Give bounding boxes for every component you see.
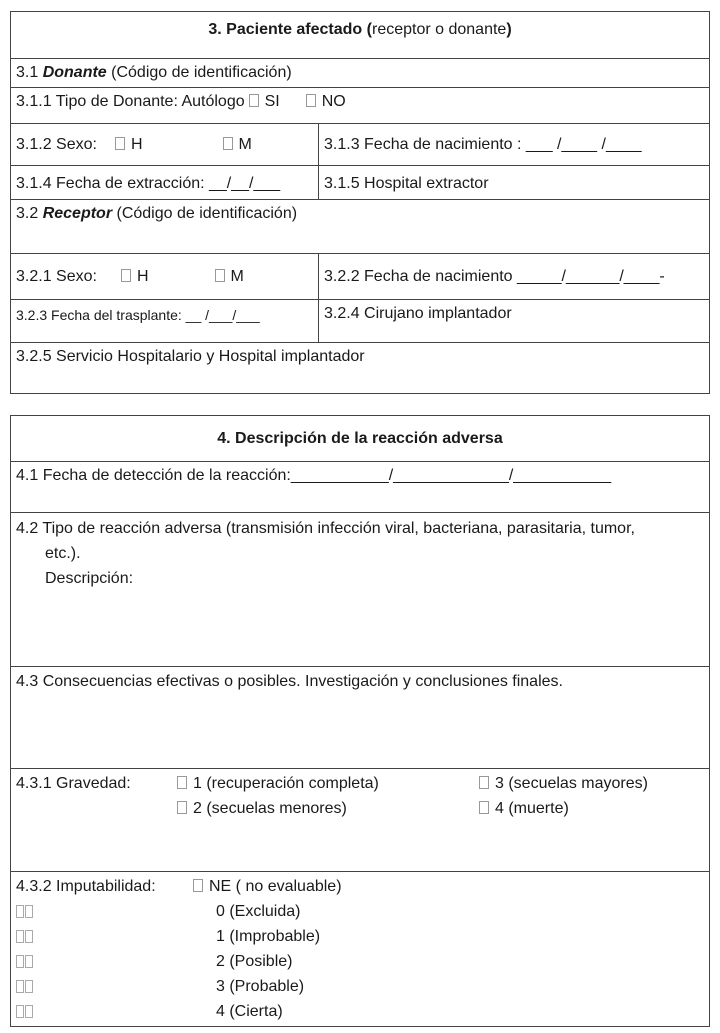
section-3-title-bold: 3. Paciente afectado ( bbox=[208, 21, 372, 38]
recipient-number: 3.2 bbox=[16, 205, 43, 222]
imputability-level-2: 2 (Posible) bbox=[216, 953, 293, 970]
donor-heading-rest: (Código de identificación) bbox=[106, 64, 292, 81]
detection-date-field bbox=[11, 462, 709, 512]
donor-birth-label: 3.1.3 Fecha de nacimiento : ___ /____ /____ bbox=[324, 136, 642, 153]
recipient-sex-field bbox=[11, 254, 318, 299]
donor-row bbox=[11, 58, 709, 87]
transplant-date-label: 3.2.3 Fecha del trasplante: __ /___/___ bbox=[16, 307, 260, 323]
donor-birth-field bbox=[318, 124, 709, 165]
imputability-label: 4.3.2 Imputabilidad: bbox=[16, 878, 156, 895]
severity-option-1 bbox=[173, 775, 379, 793]
service-row bbox=[11, 342, 709, 393]
imputability-checkbox-3[interactable] bbox=[16, 979, 34, 997]
detection-row bbox=[11, 461, 709, 512]
donor-sex-h-label: H bbox=[130, 136, 143, 153]
donor-sex-m-checkbox[interactable] bbox=[223, 137, 233, 150]
donor-sex-label: 3.1.2 Sexo: bbox=[16, 136, 97, 153]
donor-type-label: 3.1.1 Tipo de Donante: Autólogo bbox=[16, 93, 245, 110]
donor-sex-h-checkbox[interactable] bbox=[115, 137, 125, 150]
imputability-checkbox-1[interactable] bbox=[16, 929, 34, 947]
transplant-date-field bbox=[11, 300, 318, 342]
section-3-title-close: ) bbox=[506, 21, 512, 38]
donor-number: 3.1 bbox=[16, 64, 43, 81]
service-label: 3.2.5 Servicio Hospitalario y Hospital implantador bbox=[16, 348, 365, 365]
surgeon-field bbox=[318, 300, 709, 342]
transplant-row bbox=[11, 299, 709, 342]
section-4-table bbox=[10, 415, 710, 1027]
reaction-type-line-2: etc.). bbox=[45, 545, 81, 562]
severity-3-label: 3 (secuelas mayores) bbox=[495, 775, 648, 792]
imputability-ne-option bbox=[189, 878, 342, 896]
donor-type-yes-checkbox[interactable] bbox=[249, 94, 259, 107]
donor-type-row bbox=[11, 87, 709, 123]
surgeon-label: 3.2.4 Cirujano implantador bbox=[324, 305, 512, 322]
imputability-level-4: 4 (Cierta) bbox=[216, 1003, 283, 1020]
extraction-row bbox=[11, 165, 709, 199]
recipient-sex-m-label: M bbox=[230, 268, 244, 285]
extraction-hospital-field bbox=[318, 166, 709, 199]
section-3-title bbox=[11, 12, 709, 58]
donor-sex-m-label: M bbox=[238, 136, 252, 153]
section-4-header-row bbox=[11, 416, 709, 461]
donor-heading bbox=[11, 59, 709, 87]
donor-sex-birth-row bbox=[11, 123, 709, 165]
reaction-type-line-1: 4.2 Tipo de reacción adversa (transmisión infección viral, bacteriana, parasitaria, tumor, bbox=[16, 520, 635, 537]
imputability-level-0: 0 (Excluida) bbox=[216, 903, 301, 920]
severity-1-label: 1 (recuperación completa) bbox=[193, 775, 379, 792]
donor-type-yes-label: SI bbox=[264, 93, 280, 110]
recipient-heading-rest: (Código de identificación) bbox=[112, 205, 298, 222]
description-label: Descripción: bbox=[45, 570, 134, 587]
imputability-checkbox-0[interactable] bbox=[16, 904, 34, 922]
severity-option-4 bbox=[475, 800, 569, 818]
recipient-row bbox=[11, 199, 709, 253]
donor-type-no-checkbox[interactable] bbox=[306, 94, 316, 107]
recipient-sex-h-label: H bbox=[136, 268, 149, 285]
imputability-ne-label: NE ( no evaluable) bbox=[209, 878, 342, 895]
recipient-sex-m-checkbox[interactable] bbox=[215, 269, 225, 282]
imputability-ne-checkbox[interactable] bbox=[193, 879, 203, 892]
extraction-hospital-label: 3.1.5 Hospital extractor bbox=[324, 175, 489, 192]
severity-option-3 bbox=[475, 775, 648, 793]
severity-3-checkbox[interactable] bbox=[479, 776, 489, 789]
recipient-birth-label: 3.2.2 Fecha de nacimiento _____/______/____- bbox=[324, 268, 665, 285]
donor-type-no-label: NO bbox=[321, 93, 346, 110]
recipient-birth-field bbox=[318, 254, 709, 299]
imputability-checkbox-2[interactable] bbox=[16, 954, 34, 972]
section-3-table bbox=[10, 11, 710, 394]
severity-label: 4.3.1 Gravedad: bbox=[16, 775, 131, 792]
recipient-word: Receptor bbox=[42, 205, 113, 222]
consequences-row bbox=[11, 666, 709, 768]
consequences-label: 4.3 Consecuencias efectivas o posibles. Investigación y conclusiones finales. bbox=[16, 673, 563, 690]
severity-4-label: 4 (muerte) bbox=[495, 800, 569, 817]
recipient-sex-h-checkbox[interactable] bbox=[121, 269, 131, 282]
severity-4-checkbox[interactable] bbox=[479, 801, 489, 814]
severity-1-checkbox[interactable] bbox=[177, 776, 187, 789]
recipient-heading bbox=[11, 200, 709, 253]
imputability-level-1: 1 (Improbable) bbox=[216, 928, 321, 945]
severity-2-label: 2 (secuelas menores) bbox=[193, 800, 347, 817]
reaction-type-row bbox=[11, 512, 709, 666]
imputability-level-3: 3 (Probable) bbox=[216, 978, 305, 995]
recipient-sex-birth-row bbox=[11, 253, 709, 299]
imputability-checkbox-4[interactable] bbox=[16, 1004, 34, 1022]
section-4-title bbox=[11, 416, 709, 461]
severity-row bbox=[11, 768, 709, 871]
severity-2-checkbox[interactable] bbox=[177, 801, 187, 814]
section-3-title-normal: receptor o donante bbox=[371, 21, 507, 38]
section-4-title-text: 4. Descripción de la reacción adversa bbox=[217, 430, 503, 447]
donor-word: Donante bbox=[42, 64, 107, 81]
recipient-sex-label: 3.2.1 Sexo: bbox=[16, 268, 97, 285]
imputability-row bbox=[11, 871, 709, 1026]
extraction-date-field bbox=[11, 166, 318, 199]
service-field bbox=[11, 343, 709, 393]
severity-option-2 bbox=[173, 800, 347, 818]
donor-sex-field bbox=[11, 124, 318, 165]
section-3-header-row bbox=[11, 12, 709, 58]
extraction-date-label: 3.1.4 Fecha de extracción: __/__/___ bbox=[16, 175, 281, 192]
donor-type-field bbox=[11, 88, 709, 123]
detection-date-label: 4.1 Fecha de detección de la reacción:___________/_____________/___________ bbox=[16, 467, 612, 484]
